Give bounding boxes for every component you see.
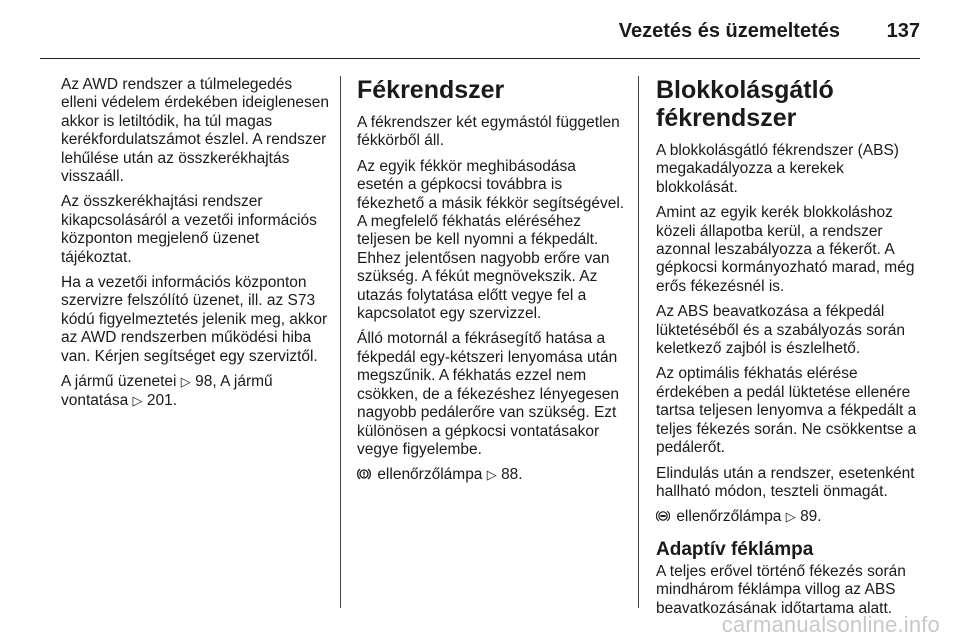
paragraph-lamp-reference: ellenőrzőlámpa ▷ 89. xyxy=(656,508,924,526)
column-awd xyxy=(61,76,329,417)
page-link[interactable]: 89. xyxy=(800,508,822,526)
column-divider-2 xyxy=(638,76,639,608)
page-link[interactable]: 98 xyxy=(195,373,213,391)
column-abs xyxy=(656,76,924,625)
page-reference-icon: ▷ xyxy=(486,467,497,483)
subsection-heading: Adaptív féklámpa xyxy=(656,538,814,560)
page-header xyxy=(0,0,960,62)
brake-warning-lamp-icon xyxy=(357,467,371,481)
header-title: Vezetés és üzemeltetés xyxy=(618,20,840,42)
paragraph: Az ABS beavatkozása a fékpedál lüktetéséből és a szabályozás során keletkező zajból is észlelhető. xyxy=(656,303,906,358)
section-heading: Fékrendszer xyxy=(357,76,505,104)
paragraph-references: A jármű üzenetei ▷ 98, A jármű vontatása ▷ 201. xyxy=(61,373,273,409)
paragraph: Az összkerékhajtási rendszer kikapcsolásáról a vezetői információs központon megjelenő üzenet tájékoztat. xyxy=(61,193,317,266)
page-reference-icon: ▷ xyxy=(785,509,796,525)
paragraph: Az egyik fékkör meghibásodása esetén a gépkocsi továbbra is fékezhető a másik fékkör segítségével. A megfelelő fékhatás eléréséhez teljesen be kell nyomni a fékpedált. Ehhez jelentősen nagyobb erőre van szükség. A fékút megnövekszik. Az utazás folytatása előtt vegye fel a kapcsolatot egy szervizzel. xyxy=(357,157,625,323)
page-number: 137 xyxy=(886,20,920,42)
paragraph: Ha a vezetői információs központon szervizre felszólító üzenet, ill. az S73 kódú figyelmeztetés jelenik meg, akkor az AWD rendszerben működési hiba van. Kérjen segítséget egy szerviztől. xyxy=(61,274,328,365)
paragraph: Az AWD rendszer a túlmelegedés elleni védelem érdekében ideiglenesen akkor is letiltódik, ha túl magas kerékfordulatszámot észlel. A rendszer lehűlése után az összkerékhajtás visszaáll. xyxy=(61,76,329,186)
page-reference-icon: ▷ xyxy=(132,392,143,408)
paragraph: A teljes erővel történő fékezés során mindhárom féklámpa villog az ABS beavatkozásának időtartama alatt. xyxy=(656,562,906,617)
paragraph: Amint az egyik kerék blokkoláshoz közeli állapotba kerül, a rendszer azonnal leszabályozza a fékerőt. A gépkocsi kormányozható marad, még erős fékezésnél is. xyxy=(656,204,915,295)
header-divider xyxy=(40,58,920,59)
paragraph: Álló motornál a fékrásegítő hatása a fékpedál egy-kétszeri lenyomása után megszűnik. A fékhatás ezzel nem csökken, de a fékezéshez lényegesen nagyobb pedálerőre van szükség. Ezt különösen a gépkocsi vontatásakor vegye figyelembe. xyxy=(357,330,619,458)
paragraph: Elindulás után a rendszer, esetenként hallható módon, teszteli önmagát. xyxy=(656,464,915,500)
paragraph-lamp-reference: ellenőrzőlámpa ▷ 88. xyxy=(357,466,625,484)
page-reference-icon: ▷ xyxy=(180,374,191,390)
paragraph: Az optimális fékhatás elérése érdekében a pedál lüktetése ellenére tartsa teljesen lenyomva a fékpedált a teljes fékezés során. Ne csökkentse a pedálerőt. xyxy=(656,365,917,457)
watermark: carmanualsonline.info xyxy=(721,612,940,637)
page-link[interactable]: 201. xyxy=(146,391,178,409)
column-brake-system xyxy=(357,76,625,492)
section-heading: Blokkolásgátló fékrendszer xyxy=(656,76,834,132)
abs-warning-lamp-icon xyxy=(656,509,670,523)
paragraph: A fékrendszer két egymástól független fékkörből áll. xyxy=(357,114,620,150)
page-link[interactable]: 88. xyxy=(501,466,523,484)
paragraph: A blokkolásgátló fékrendszer (ABS) megakadályozza a kerekek blokkolását. xyxy=(656,142,899,196)
column-divider-1 xyxy=(340,76,341,608)
